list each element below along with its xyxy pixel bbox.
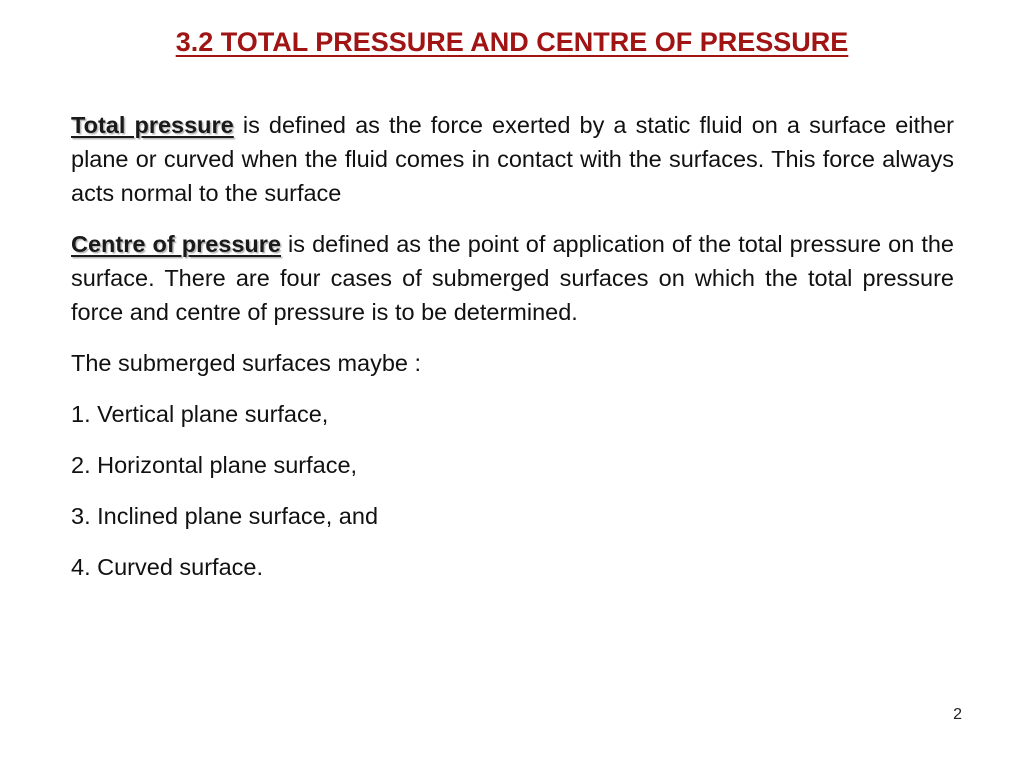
paragraph-total-pressure xyxy=(71,108,954,210)
page-number: 2 xyxy=(953,706,962,723)
list-item: 4. Curved surface. xyxy=(71,554,264,580)
slide-title xyxy=(0,24,1024,60)
definition-total-pressure: is defined as the force exerted by a static fluid on a surface either plane or curved when the fluid comes in contact with the surfaces. This force always acts normal to the surface xyxy=(71,112,955,206)
definition-centre-of-pressure: is defined as the point of application of the total pressure on the surface. There are four cases of submerged surfaces on which the total pressure force and centre of pressure is to be determined. xyxy=(71,231,955,325)
slide-body xyxy=(71,108,954,601)
submerged-surfaces-list xyxy=(71,397,954,584)
list-item: 2. Horizontal plane surface, xyxy=(71,452,358,478)
list-item: 1. Vertical plane surface, xyxy=(71,401,329,427)
list-item: 3. Inclined plane surface, and xyxy=(71,503,379,529)
paragraph-centre-of-pressure xyxy=(71,227,954,329)
term-total-pressure: Total pressure xyxy=(71,112,234,138)
term-centre-of-pressure: Centre of pressure xyxy=(71,231,281,257)
list-intro: The submerged surfaces maybe : xyxy=(71,350,422,376)
slide-title-text: 3.2 TOTAL PRESSURE AND CENTRE OF PRESSURE xyxy=(175,27,849,57)
